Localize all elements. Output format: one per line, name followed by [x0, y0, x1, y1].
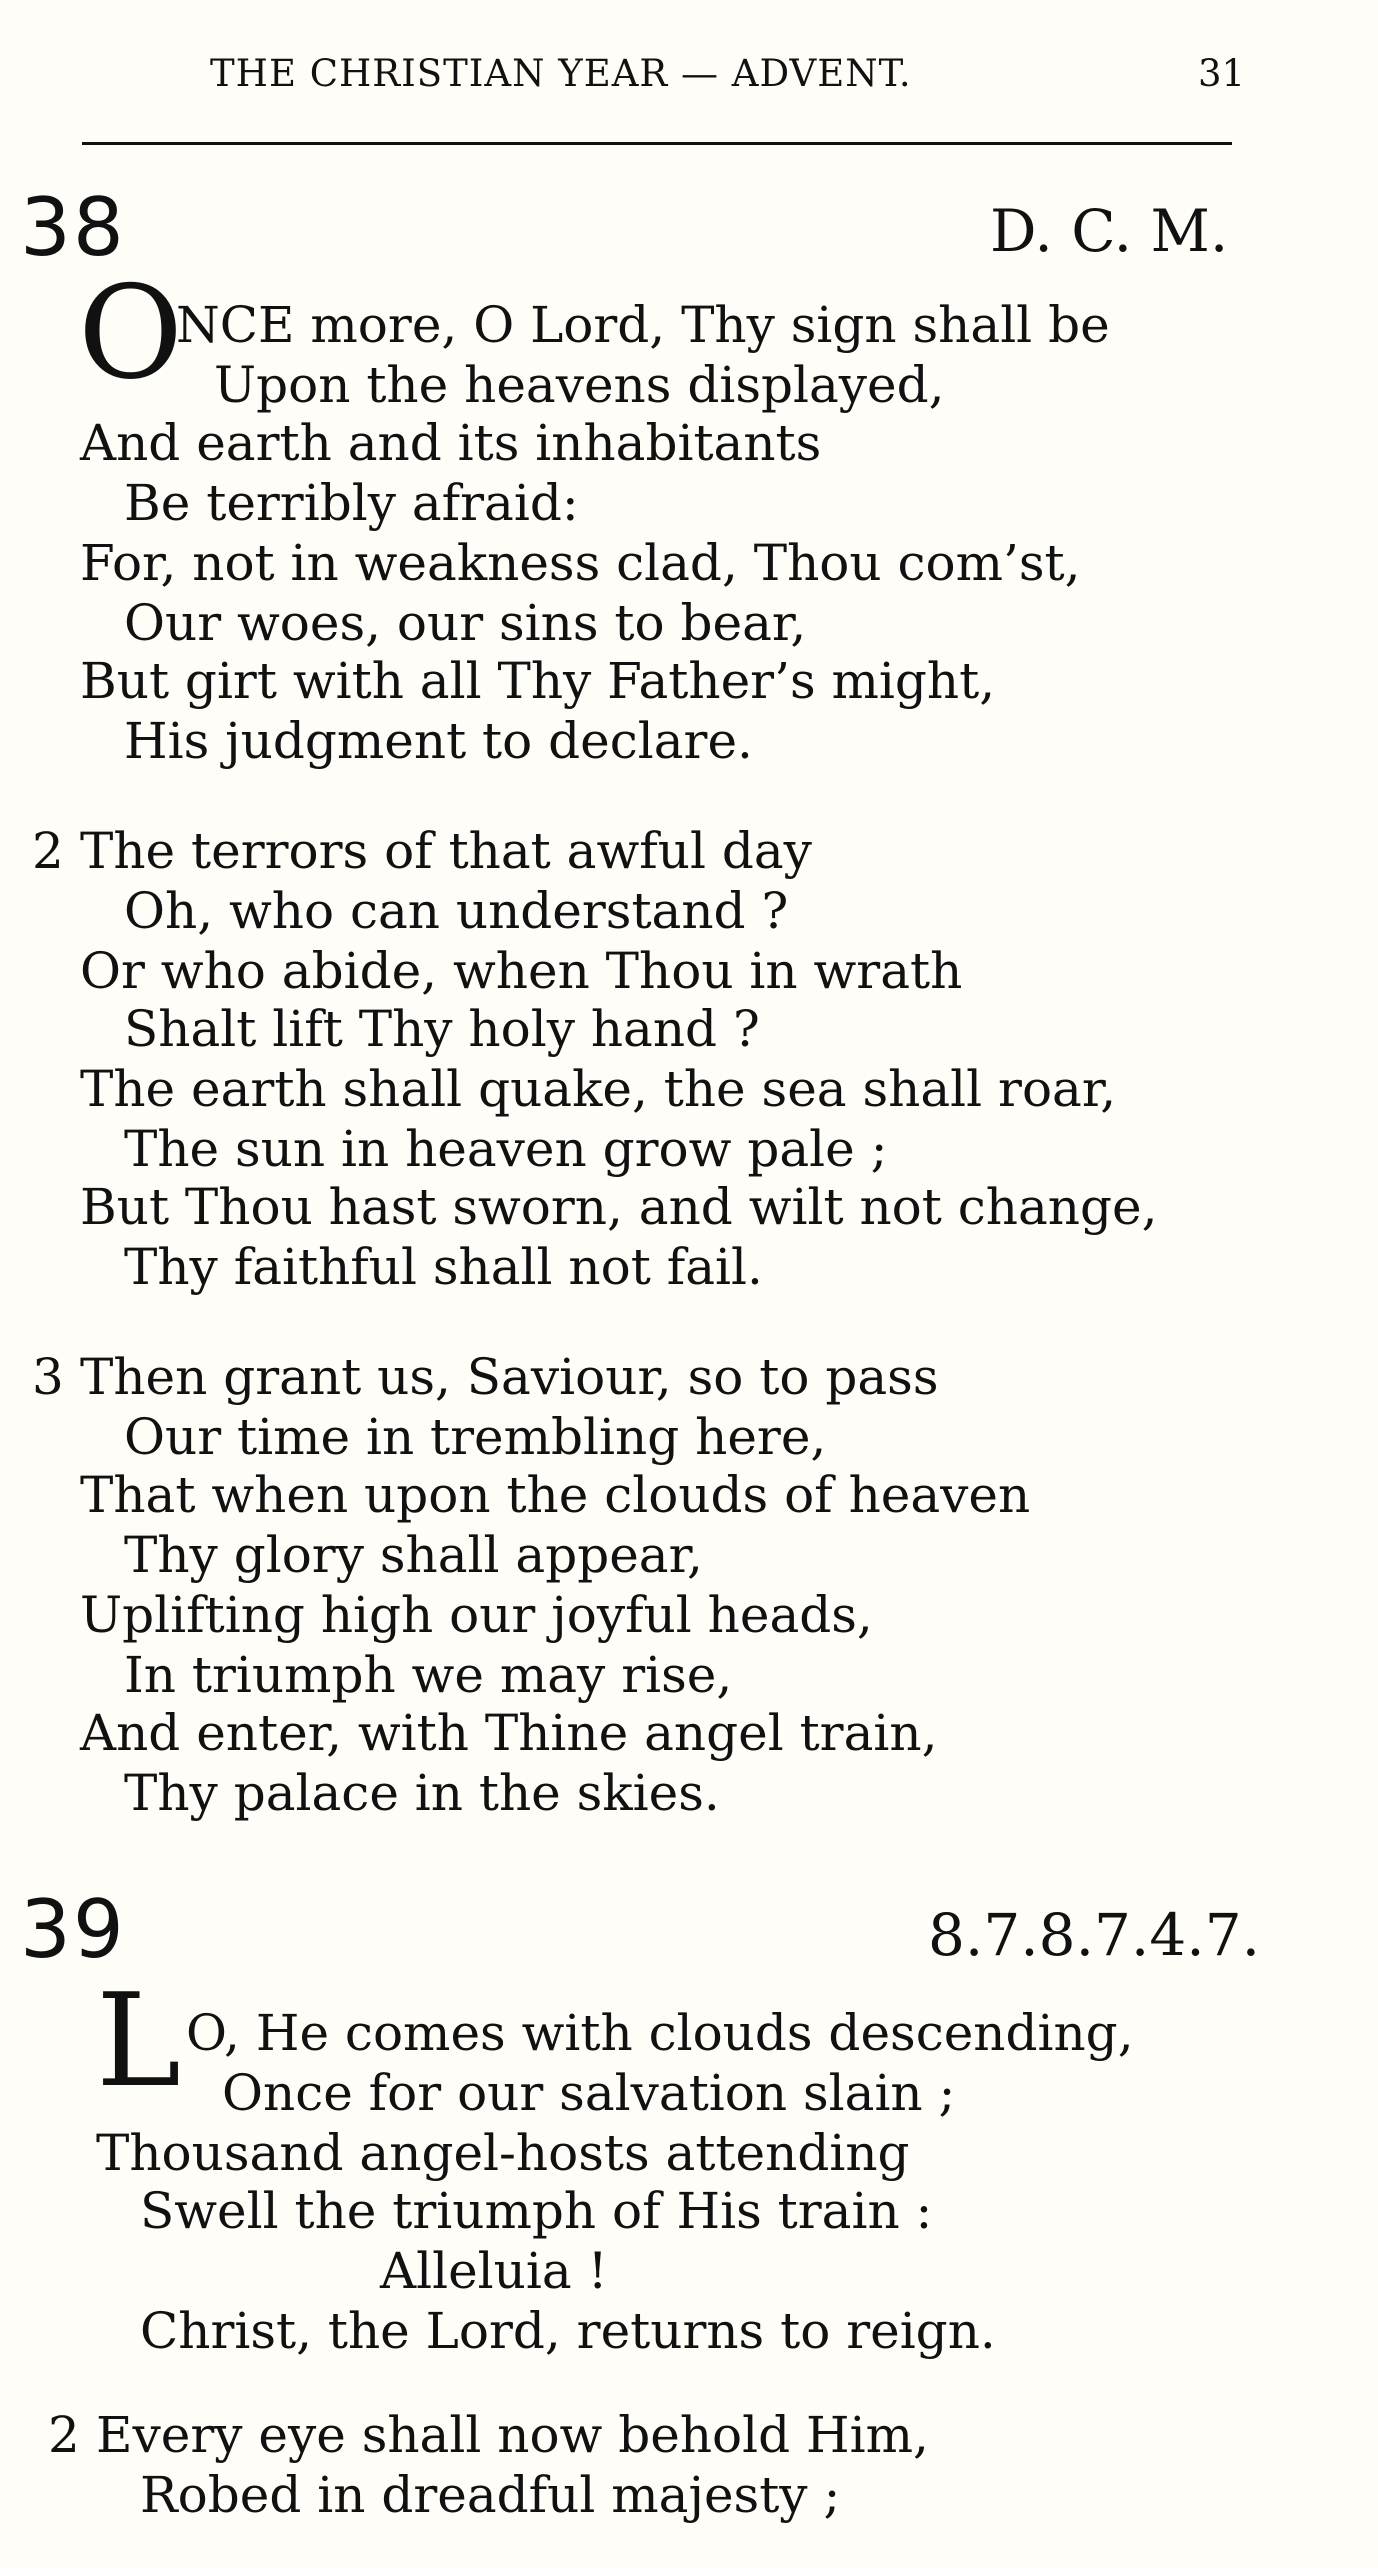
stanza-number: 2 — [48, 2406, 80, 2464]
running-header — [0, 38, 1378, 108]
verse-line: Our woes, our sins to bear, — [124, 594, 807, 652]
verse-line: The sun in heaven grow pale ; — [124, 1120, 888, 1178]
verse-line: That when upon the clouds of heaven — [80, 1466, 1031, 1524]
verse-line: Thy glory shall appear, — [124, 1526, 703, 1584]
verse-line: Robed in dreadful majesty ; — [140, 2466, 841, 2524]
verse-line: Swell the triumph of His train : — [140, 2182, 933, 2240]
hymn-number: 38 — [20, 181, 126, 274]
verse-line: Thy faithful shall not fail. — [124, 1238, 763, 1296]
verse-line: Upon the heavens displayed, — [214, 356, 945, 414]
drop-cap: O — [78, 259, 183, 408]
verse-line: Every eye shall now behold Him, — [96, 2406, 929, 2464]
verse-line: But Thou hast sworn, and wilt not change, — [80, 1178, 1158, 1236]
verse-line: For, not in weakness clad, Thou com’st, — [80, 534, 1081, 592]
header-rule — [82, 142, 1232, 145]
verse-line: Or who abide, when Thou in wrath — [80, 942, 963, 1000]
verse-line: Thousand angel-hosts attending — [96, 2124, 910, 2182]
verse-line: Alleluia ! — [380, 2242, 608, 2300]
verse-line: And enter, with Thine angel train, — [80, 1704, 938, 1762]
hymn-meter: D. C. M. — [990, 197, 1229, 265]
verse-line: But girt with all Thy Father’s might, — [80, 652, 996, 710]
running-title: THE CHRISTIAN YEAR — ADVENT. — [210, 52, 912, 95]
verse-line: In triumph we may rise, — [124, 1646, 733, 1704]
verse-line: NCE more, O Lord, Thy sign shall be — [176, 296, 1110, 354]
verse-line: Be terribly afraid: — [124, 474, 579, 532]
verse-line: Thy palace in the skies. — [124, 1764, 720, 1822]
verse-line: Once for our salvation slain ; — [222, 2064, 956, 2122]
verse-line: Uplifting high our joyful heads, — [80, 1586, 873, 1644]
verse-line: Shalt lift Thy holy hand ? — [124, 1000, 760, 1058]
hymn-number: 39 — [20, 1883, 126, 1976]
stanza-number: 2 — [32, 822, 64, 880]
hymn-meter: 8.7.8.7.4.7. — [928, 1901, 1261, 1969]
verse-line: Oh, who can understand ? — [124, 882, 789, 940]
verse-line: Then grant us, Saviour, so to pass — [80, 1348, 939, 1406]
verse-line: O, He comes with clouds descending, — [186, 2004, 1134, 2062]
verse-line: Christ, the Lord, returns to reign. — [140, 2302, 996, 2360]
drop-cap: L — [96, 1967, 181, 2116]
verse-line: The terrors of that awful day — [80, 822, 812, 880]
verse-line: Our time in trembling here, — [124, 1408, 827, 1466]
verse-line: His judgment to declare. — [124, 712, 753, 770]
stanza-number: 3 — [32, 1348, 64, 1406]
page-number: 31 — [1198, 52, 1246, 95]
verse-line: And earth and its inhabitants — [80, 414, 822, 472]
verse-line: The earth shall quake, the sea shall roar, — [80, 1060, 1117, 1118]
